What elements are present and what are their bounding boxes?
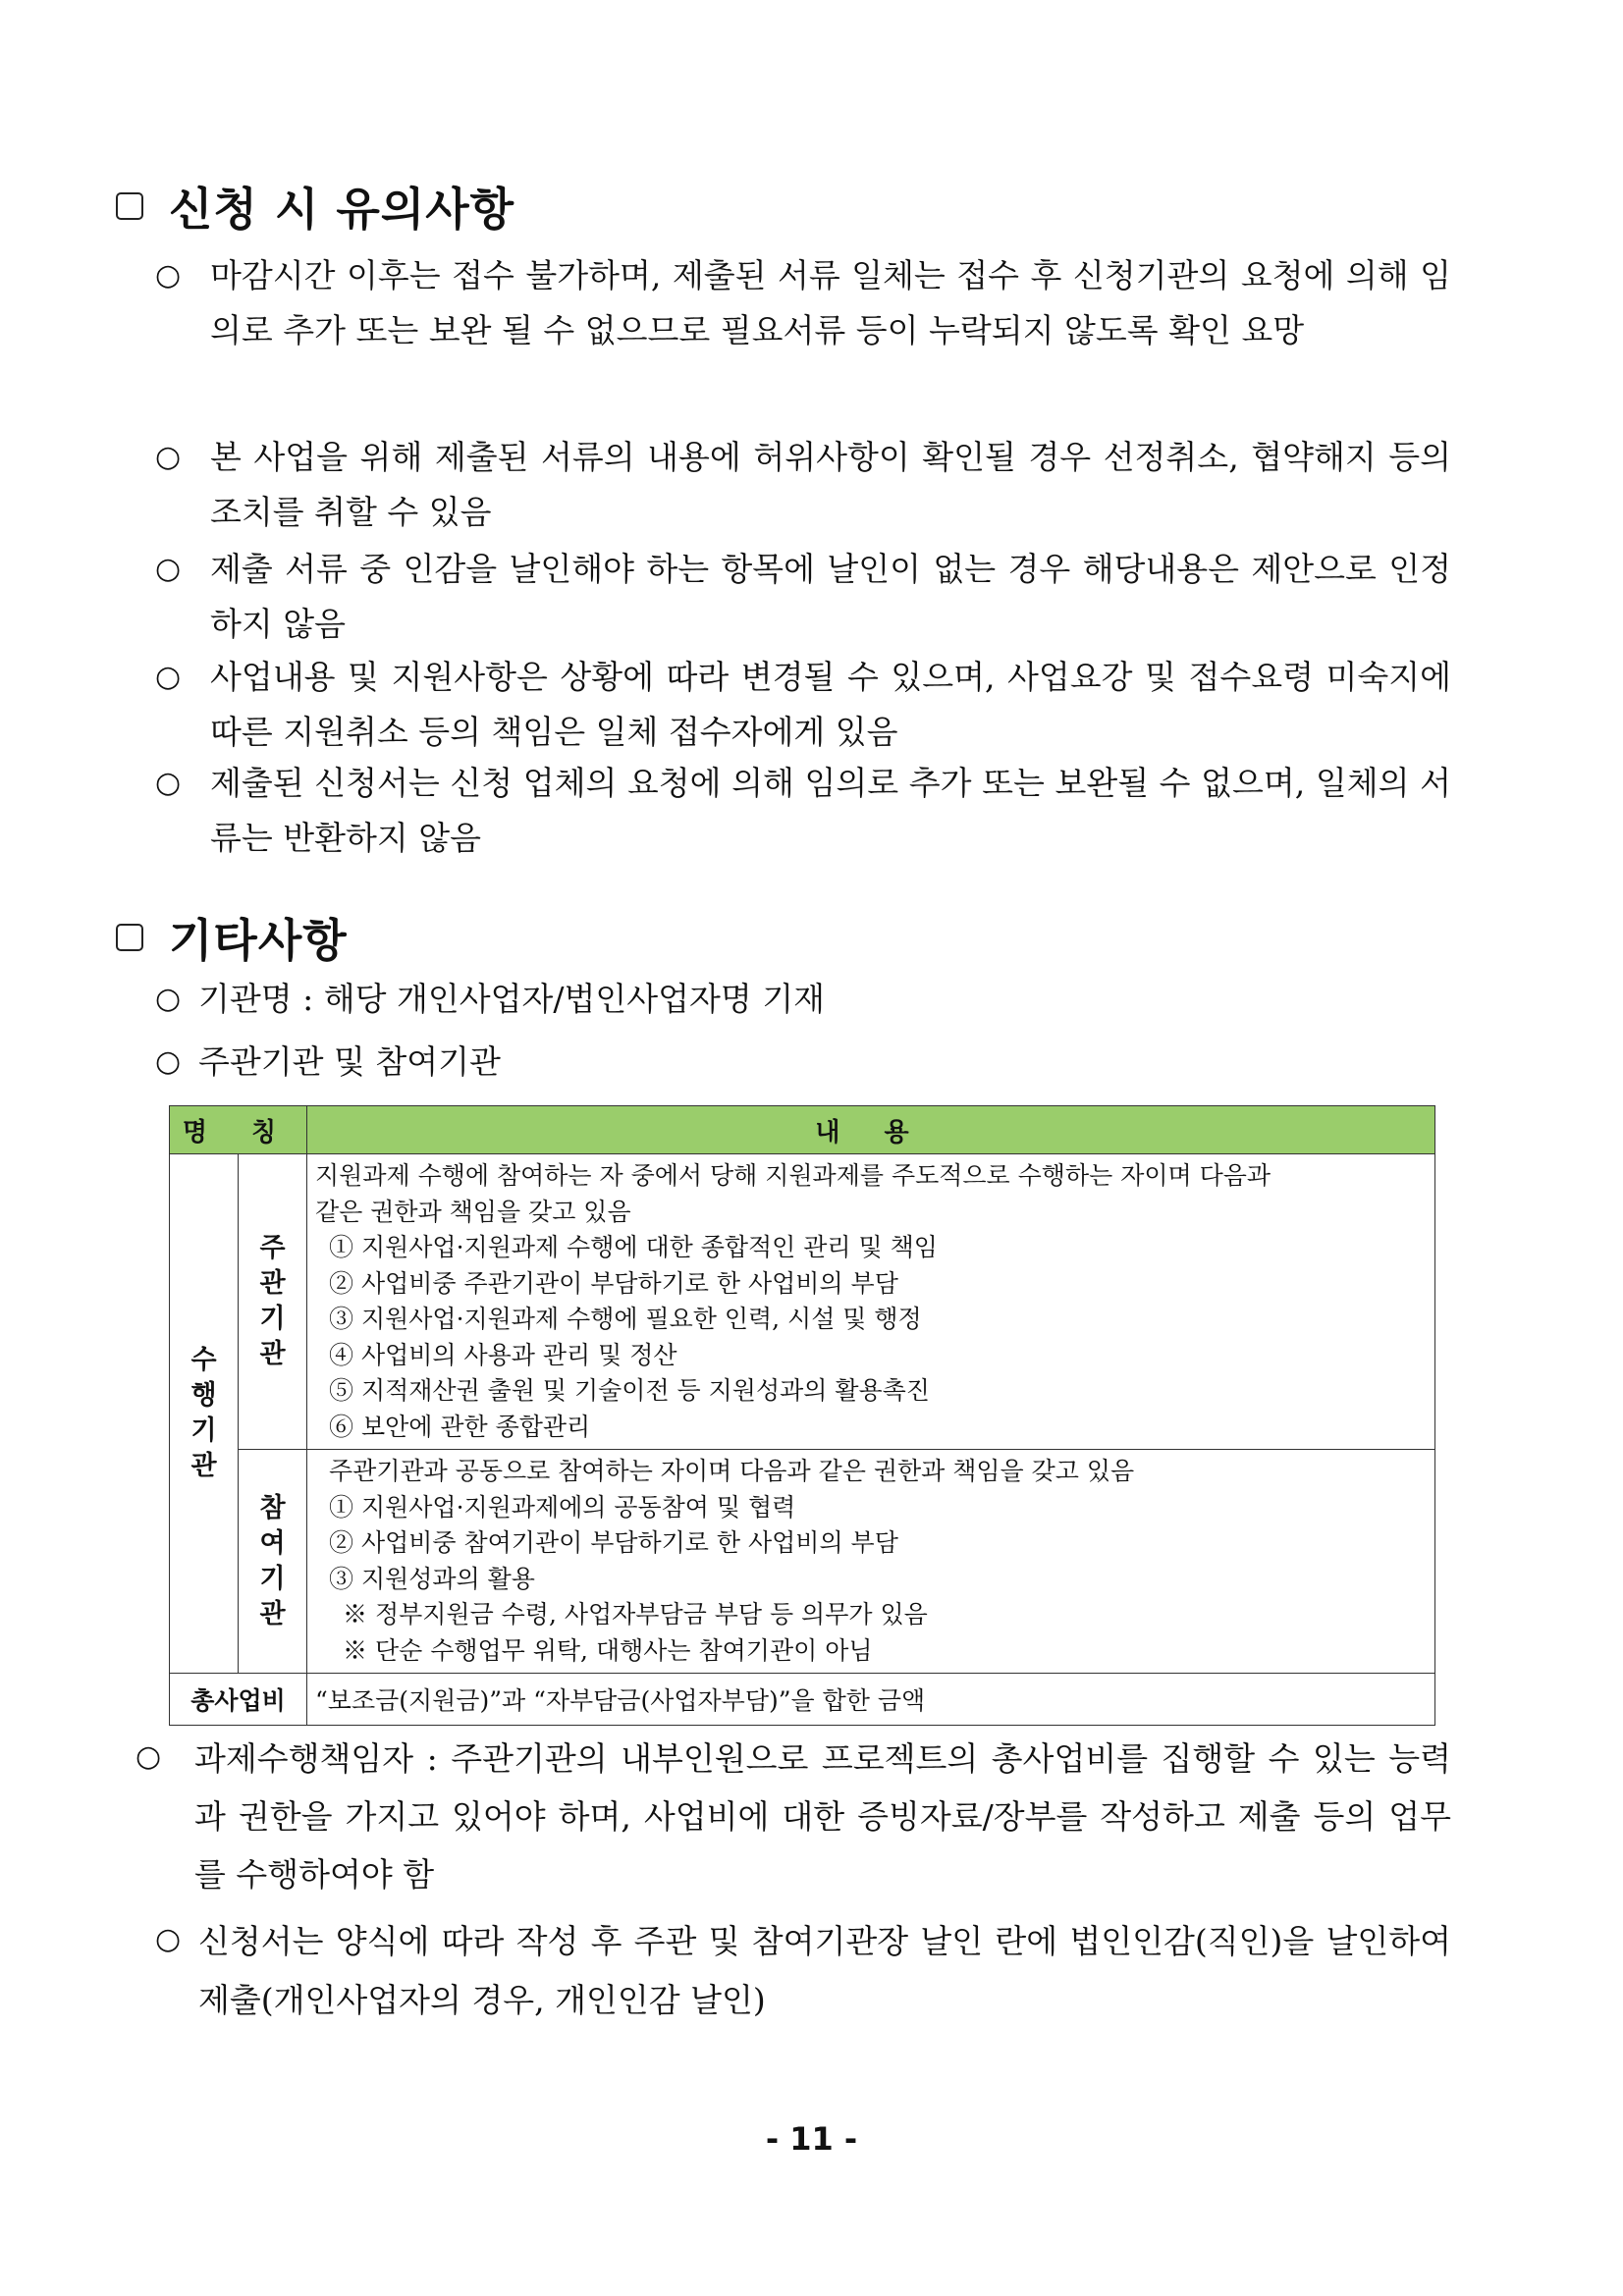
page-number: - 11 - bbox=[765, 2120, 858, 2158]
participating-institution-content: 주관기관과 공동으로 참여하는 자이며 다음과 같은 권한과 책임을 갖고 있음 ① 지원사업·지원과제에의 공동참여 및 협력 ② 사업비중 참여기관이 부담하기로 한 사업비의 부담 ③ 지원성과의 활용 ※ 정부지원금 수령, 사업자부담금 부담 등 의무가 있음 ※ 단순 수행업무 위탁, 대행사는 참여기관이 아님 bbox=[307, 1450, 1435, 1674]
other-bullet: ○ 기관명 : 해당 개인사업자/법인사업자명 기재 bbox=[155, 972, 1451, 1027]
section-heading-other bbox=[116, 905, 348, 970]
circle-bullet-icon: ○ bbox=[135, 1739, 162, 1774]
notice-bullet: ○ 제출 서류 중 인감을 날인해야 하는 항목에 날인이 없는 경우 해당내용은 제안으로 인정하지 않음 bbox=[155, 542, 1451, 652]
section-heading-notes bbox=[116, 174, 514, 239]
other-bullet: ○ 신청서는 양식에 따라 작성 후 주관 및 참여기관장 날인 란에 법인인감(직인)을 날인하여 제출(개인사업자의 경우, 개인인감 날인) bbox=[155, 1912, 1451, 2030]
other-bullet: ○ 과제수행책임자 : 주관기관의 내부인원으로 프로젝트의 총사업비를 집행할 수 있는 능력과 권한을 가지고 있어야 하며, 사업비에 대한 증빙자료/장부를 작성하고 제출 등의 업무를 수행하여야 함 bbox=[135, 1730, 1451, 1903]
header-name: 명 칭 bbox=[170, 1106, 307, 1154]
table-header-row bbox=[170, 1106, 1435, 1154]
circle-bullet-icon: ○ bbox=[155, 552, 182, 586]
circle-bullet-icon: ○ bbox=[155, 258, 182, 293]
header-content: 내 용 bbox=[307, 1106, 1435, 1154]
table-row bbox=[170, 1154, 1435, 1450]
checkbox-square-icon bbox=[116, 192, 143, 220]
circle-bullet-icon: ○ bbox=[155, 1922, 182, 1956]
other-bullet: ○ 주관기관 및 참여기관 bbox=[155, 1035, 1451, 1090]
circle-bullet-icon: ○ bbox=[155, 1044, 182, 1079]
institution-table bbox=[169, 1105, 1435, 1726]
circle-bullet-icon: ○ bbox=[155, 766, 182, 800]
section-title: 기타사항 bbox=[169, 914, 348, 967]
circle-bullet-icon: ○ bbox=[155, 660, 182, 694]
lead-institution-content: 지원과제 수행에 참여하는 자 중에서 당해 지원과제를 주도적으로 수행하는 자이며 다음과 같은 권한과 책임을 갖고 있음 ① 지원사업·지원과제 수행에 대한 종합적인 관리 및 책임 ② 사업비중 주관기관이 부담하기로 한 사업비의 부담 ③ 지원사업·지원과제 수행에 필요한 인력, 시설 및 행정 ④ 사업비의 사용과 관리 및 정산 ⑤ 지적재산권 출원 및 기술이전 등 지원성과의 활용촉진 ⑥ 보안에 관한 종합관리 bbox=[307, 1154, 1435, 1450]
section-title: 신청 시 유의사항 bbox=[169, 183, 515, 236]
total-cost-label: 총사업비 bbox=[170, 1674, 307, 1726]
notice-bullet: ○ 마감시간 이후는 접수 불가하며, 제출된 서류 일체는 접수 후 신청기관의 요청에 의해 임의로 추가 또는 보완 될 수 없으므로 필요서류 등이 누락되지 않도록 확인 요망 bbox=[155, 248, 1451, 358]
lead-institution-label: 주 관 기 관 bbox=[239, 1154, 307, 1450]
circle-bullet-icon: ○ bbox=[155, 440, 182, 474]
checkbox-square-icon bbox=[116, 924, 143, 951]
circle-bullet-icon: ○ bbox=[155, 982, 182, 1016]
notice-bullet: ○ 제출된 신청서는 신청 업체의 요청에 의해 임의로 추가 또는 보완될 수 없으며, 일체의 서류는 반환하지 않음 bbox=[155, 756, 1451, 866]
total-cost-value: “보조금(지원금)”과 “자부담금(사업자부담)”을 합한 금액 bbox=[307, 1674, 1435, 1726]
participating-institution-label: 참 여 기 관 bbox=[239, 1450, 307, 1674]
group-label: 수 행 기 관 bbox=[170, 1154, 239, 1674]
notice-bullet: ○ 본 사업을 위해 제출된 서류의 내용에 허위사항이 확인될 경우 선정취소, 협약해지 등의 조치를 취할 수 있음 bbox=[155, 430, 1451, 540]
table-row bbox=[170, 1450, 1435, 1674]
table-row bbox=[170, 1674, 1435, 1726]
notice-bullet: ○ 사업내용 및 지원사항은 상황에 따라 변경될 수 있으며, 사업요강 및 접수요령 미숙지에 따른 지원취소 등의 책임은 일체 접수자에게 있음 bbox=[155, 650, 1451, 760]
